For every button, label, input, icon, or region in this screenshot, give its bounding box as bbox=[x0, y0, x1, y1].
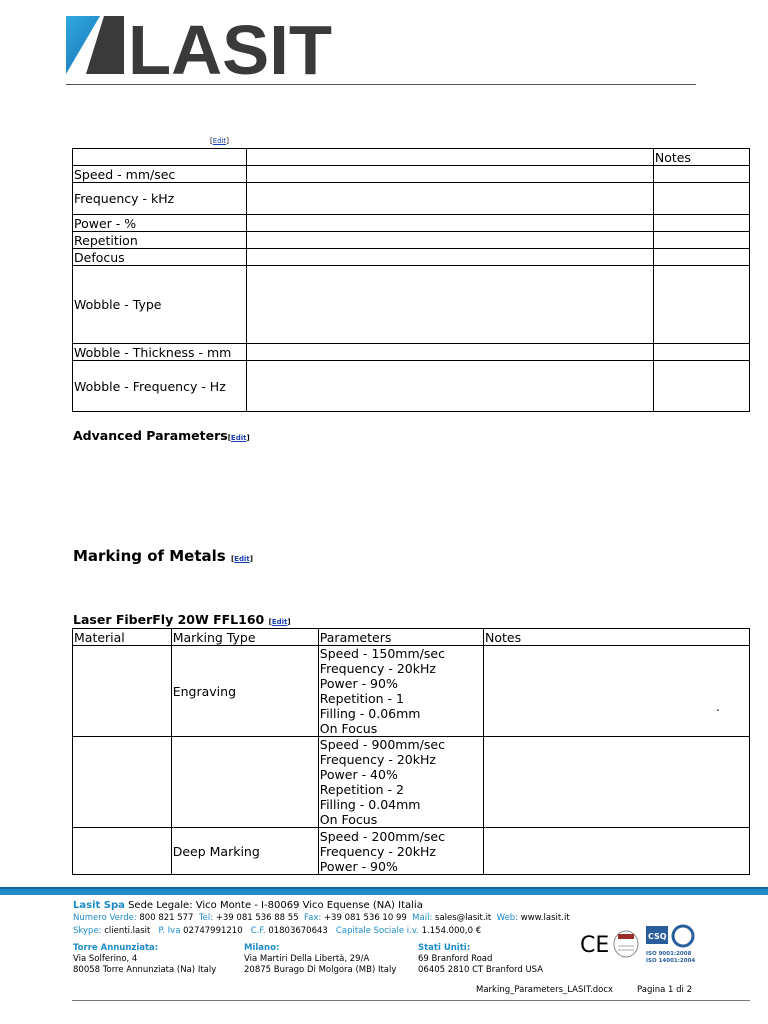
param-line: Power - 90% bbox=[319, 676, 398, 691]
table-cell bbox=[653, 344, 749, 361]
row-label: Wobble - Frequency - Hz bbox=[73, 361, 247, 412]
footer-fiscal bbox=[73, 926, 481, 937]
laser-model-heading bbox=[73, 612, 291, 627]
ce-mark-icon: CE bbox=[580, 933, 610, 958]
table-cell bbox=[247, 232, 654, 249]
page-number: Pagina 1 di 2 bbox=[637, 985, 692, 995]
company-name: Lasit Spa bbox=[73, 900, 125, 911]
stray-dot: . bbox=[716, 700, 720, 714]
edit-link-wrap: [Edit] bbox=[230, 555, 253, 563]
table-cell bbox=[653, 361, 749, 412]
table-row bbox=[73, 646, 750, 737]
table-cell bbox=[653, 232, 749, 249]
marking-of-metals-heading bbox=[73, 547, 253, 565]
iso-9001-label: ISO 9001:2008 bbox=[646, 951, 692, 957]
heading-text: Advanced Parameters bbox=[73, 428, 228, 443]
footer-contacts bbox=[73, 913, 570, 924]
lasit-logo bbox=[66, 16, 334, 76]
row-label: Wobble - Thickness - mm bbox=[73, 344, 247, 361]
column-header: Notes bbox=[484, 629, 750, 646]
param-line: Repetition - 1 bbox=[319, 691, 404, 706]
param-line: Speed - 200mm/sec bbox=[319, 828, 445, 844]
notes-cell bbox=[484, 646, 750, 737]
legal-address: Sede Legale: Vico Monte - I-80069 Vico Equense (NA) Italia bbox=[128, 900, 423, 911]
table-header-row bbox=[73, 629, 750, 646]
table-row bbox=[73, 361, 750, 412]
heading-text: Marking of Metals bbox=[73, 547, 226, 565]
row-label: Wobble - Type bbox=[73, 266, 247, 344]
office-line: 20875 Burago Di Molgora (MB) Italy bbox=[244, 965, 397, 975]
contact-key: Numero Verde: bbox=[73, 913, 137, 923]
table-cell bbox=[247, 249, 654, 266]
table-cell bbox=[247, 215, 654, 232]
office-milano bbox=[244, 943, 396, 976]
table-cell bbox=[73, 149, 247, 166]
header-rule bbox=[66, 84, 696, 85]
edit-link[interactable]: Edit bbox=[271, 618, 288, 626]
contact-key: Tel: bbox=[198, 913, 214, 923]
param-line: Frequency - 20kHz bbox=[319, 661, 436, 676]
table-cell bbox=[653, 215, 749, 232]
marking-type-cell: Engraving bbox=[171, 646, 318, 737]
row-label: Repetition bbox=[73, 232, 247, 249]
contact-value: 800 821 577 bbox=[139, 913, 194, 923]
contact-key: Web: bbox=[496, 913, 519, 923]
footer-legal-line bbox=[73, 900, 423, 911]
parameters-cell bbox=[318, 828, 483, 875]
office-line: 06405 2810 CT Branford USA bbox=[418, 965, 544, 975]
table-cell bbox=[653, 249, 749, 266]
contact-key: P. Iva bbox=[158, 926, 181, 936]
column-header: Material bbox=[73, 629, 172, 646]
param-line: Speed - 150mm/sec bbox=[319, 646, 445, 661]
contact-value: clienti.lasit bbox=[104, 926, 151, 936]
contact-key: C.F. bbox=[250, 926, 266, 936]
param-line: On Focus bbox=[319, 812, 378, 827]
param-line: Frequency - 20kHz bbox=[319, 752, 436, 767]
param-line: Speed - 900mm/sec bbox=[319, 737, 445, 752]
iso-14001-label: ISO 14001:2004 bbox=[646, 958, 696, 964]
table-cell bbox=[247, 361, 654, 412]
parameters-cell bbox=[318, 737, 483, 828]
edit-link[interactable]: Edit bbox=[234, 555, 250, 563]
marking-type-cell: Deep Marking bbox=[171, 828, 318, 875]
row-label: Speed - mm/sec bbox=[73, 166, 247, 183]
notes-header: Notes bbox=[653, 149, 749, 166]
param-line: Power - 40% bbox=[319, 767, 398, 782]
param-line: Repetition - 2 bbox=[319, 782, 404, 797]
table-row bbox=[73, 215, 750, 232]
footer-rule bbox=[72, 1000, 750, 1001]
contact-value: 1.154.000,0 € bbox=[421, 926, 482, 936]
edit-link-table1-wrap: [Edit] bbox=[210, 137, 230, 145]
office-torre-annunziata bbox=[73, 943, 216, 976]
office-usa bbox=[418, 943, 543, 976]
column-header: Marking Type bbox=[171, 629, 318, 646]
edit-link-wrap: [Edit] bbox=[227, 434, 250, 442]
advanced-parameters-heading bbox=[73, 428, 250, 443]
office-line: Via Solferino, 4 bbox=[73, 954, 138, 964]
table-row bbox=[73, 266, 750, 344]
table-row bbox=[73, 183, 750, 215]
contact-value: 01803670643 bbox=[268, 926, 328, 936]
table-row bbox=[73, 232, 750, 249]
table-row bbox=[73, 737, 750, 828]
office-title: Torre Annunziata: bbox=[73, 943, 159, 953]
edit-link[interactable]: Edit bbox=[212, 137, 227, 145]
edit-link-wrap: [Edit] bbox=[268, 618, 291, 626]
notes-cell bbox=[484, 737, 750, 828]
param-line: On Focus bbox=[319, 721, 378, 736]
contact-key: Capitale Sociale i.v. bbox=[335, 926, 419, 936]
heading-text: Laser FiberFly 20W FFL160 bbox=[73, 612, 265, 627]
document-filename: Marking_Parameters_LASIT.docx bbox=[476, 985, 614, 995]
table-cell bbox=[247, 149, 654, 166]
row-label: Defocus bbox=[73, 249, 247, 266]
column-header: Parameters bbox=[318, 629, 483, 646]
marking-metals-table bbox=[72, 628, 750, 875]
marking-type-cell bbox=[171, 737, 318, 828]
table-cell bbox=[653, 183, 749, 215]
contact-key: Fax: bbox=[304, 913, 322, 923]
parameters-cell bbox=[318, 646, 483, 737]
office-line: 80058 Torre Annunziata (Na) Italy bbox=[73, 965, 217, 975]
contact-value: +39 081 536 10 99 bbox=[323, 913, 407, 923]
iqnet-icon bbox=[673, 926, 693, 946]
param-line: Filling - 0.06mm bbox=[319, 706, 421, 721]
certification-logos bbox=[580, 924, 700, 964]
notes-cell bbox=[484, 828, 750, 875]
row-label: Power - % bbox=[73, 215, 247, 232]
table-cell bbox=[247, 344, 654, 361]
row-label: Frequency - kHz bbox=[73, 183, 247, 215]
email-link[interactable]: sales@lasit.it bbox=[435, 913, 492, 923]
logo-text: LASIT bbox=[128, 16, 332, 76]
office-title: Stati Uniti: bbox=[418, 943, 471, 953]
footer-bar-accent bbox=[0, 887, 768, 889]
contact-key: Mail: bbox=[412, 913, 433, 923]
param-line: Filling - 0.04mm bbox=[319, 797, 421, 812]
param-line: Frequency - 20kHz bbox=[319, 843, 436, 859]
material-cell bbox=[73, 737, 172, 828]
table-cell bbox=[653, 266, 749, 344]
contact-value: 02747991210 bbox=[183, 926, 243, 936]
contact-key: Skype: bbox=[73, 926, 102, 936]
table-cell bbox=[653, 166, 749, 183]
table-row bbox=[73, 166, 750, 183]
table-row bbox=[73, 249, 750, 266]
material-cell bbox=[73, 646, 172, 737]
material-cell bbox=[73, 828, 172, 875]
contact-value: +39 081 536 88 55 bbox=[215, 913, 299, 923]
office-title: Milano: bbox=[244, 943, 280, 953]
web-link[interactable]: www.lasit.it bbox=[520, 913, 570, 923]
table-row bbox=[73, 828, 750, 875]
table-cell bbox=[247, 166, 654, 183]
table-cell bbox=[247, 266, 654, 344]
office-line: Via Martiri Della Libertà, 29/A bbox=[244, 954, 370, 964]
param-line: Power - 90% bbox=[319, 858, 398, 874]
tuv-icon bbox=[614, 931, 638, 957]
table-header-row bbox=[73, 149, 750, 166]
csq-text: CSQ bbox=[648, 932, 667, 941]
office-line: 69 Branford Road bbox=[418, 954, 493, 964]
table-cell bbox=[247, 183, 654, 215]
laser-params-table bbox=[72, 148, 750, 412]
table-row bbox=[73, 344, 750, 361]
edit-link[interactable]: Edit bbox=[230, 434, 247, 442]
